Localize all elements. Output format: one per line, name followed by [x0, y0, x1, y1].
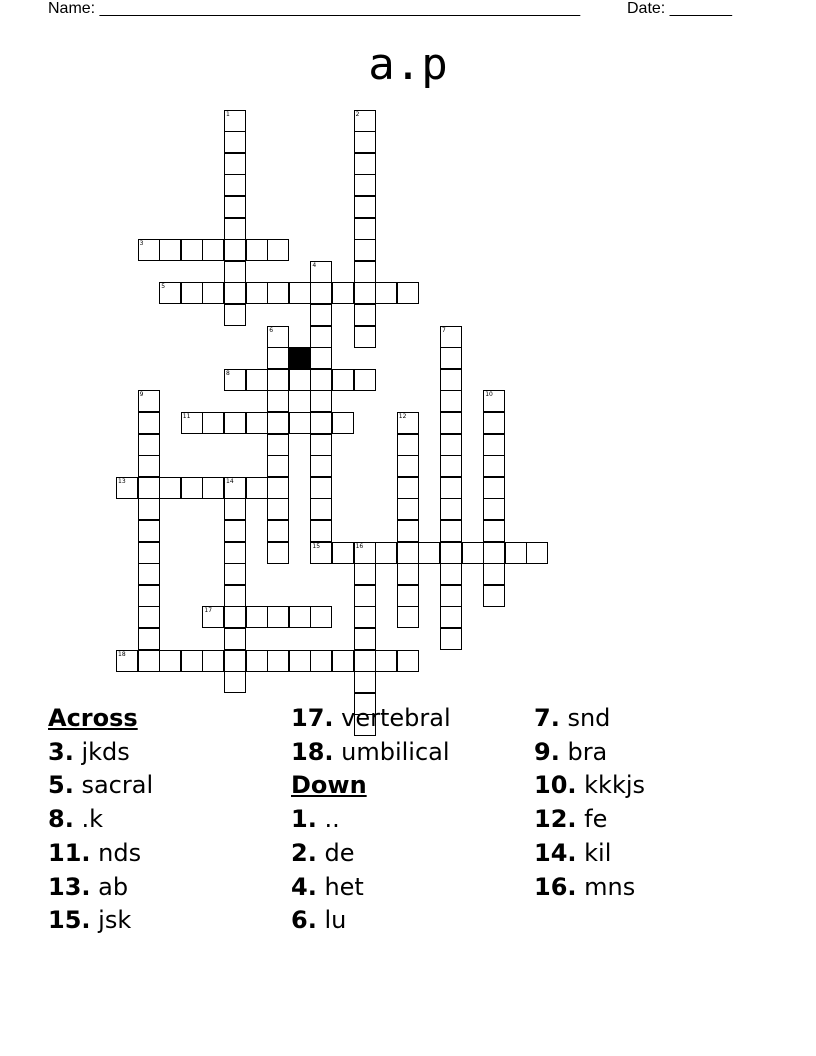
grid-cell[interactable]	[440, 347, 462, 369]
grid-cell[interactable]	[267, 455, 289, 477]
grid-cell[interactable]	[332, 650, 354, 672]
clue-number: 9.	[534, 737, 560, 766]
grid-cell[interactable]	[267, 477, 289, 499]
clue-column-2	[291, 702, 451, 938]
grid-cell[interactable]	[440, 390, 462, 412]
grid-cell[interactable]	[397, 650, 419, 672]
grid-cell[interactable]	[332, 542, 354, 564]
grid-cell[interactable]	[138, 585, 160, 607]
clue-number-label: 18	[118, 650, 126, 658]
grid-cell[interactable]	[224, 542, 246, 564]
grid-cell[interactable]	[289, 650, 311, 672]
grid-cell[interactable]	[354, 218, 376, 240]
grid-cell[interactable]	[483, 455, 505, 477]
grid-cell[interactable]	[483, 542, 505, 564]
clue-number: 12.	[534, 805, 577, 834]
clue-text: fe	[576, 805, 608, 834]
grid-cell[interactable]	[138, 239, 160, 261]
grid-cell[interactable]	[332, 282, 354, 304]
clue-text: het	[316, 872, 364, 901]
grid-cell[interactable]	[354, 585, 376, 607]
clue-number: 15.	[48, 906, 91, 935]
grid-cell[interactable]	[138, 650, 160, 672]
clue-text: umbilical	[333, 737, 450, 766]
grid-cell[interactable]	[354, 110, 376, 132]
grid-cell[interactable]	[116, 477, 138, 499]
grid-cell[interactable]	[483, 585, 505, 607]
grid-cell[interactable]	[310, 650, 332, 672]
grid-cell[interactable]	[202, 239, 224, 261]
grid-cell[interactable]	[202, 606, 224, 628]
grid-cell[interactable]	[267, 498, 289, 520]
clue-number-label: 10	[485, 391, 493, 399]
grid-cell[interactable]	[310, 390, 332, 412]
grid-cell[interactable]	[138, 477, 160, 499]
grid-cell[interactable]	[310, 606, 332, 628]
grid-cell[interactable]	[224, 218, 246, 240]
grid-cell[interactable]	[202, 477, 224, 499]
grid-cell[interactable]	[354, 196, 376, 218]
grid-cell[interactable]	[224, 369, 246, 391]
grid-cell[interactable]	[483, 477, 505, 499]
clue-number-label: 11	[182, 413, 191, 420]
grid-cell[interactable]	[354, 563, 376, 585]
grid-cell[interactable]	[224, 498, 246, 520]
clue-heading-across: Across	[48, 704, 138, 732]
grid-cell[interactable]	[462, 542, 484, 564]
clue-number: 11.	[48, 838, 91, 867]
grid-cell[interactable]	[354, 606, 376, 628]
clue-number-label: 13	[118, 477, 126, 485]
clue-number: 4.	[291, 872, 317, 901]
grid-cell[interactable]	[224, 650, 246, 672]
grid-cell[interactable]	[181, 239, 203, 261]
grid-cell[interactable]	[354, 131, 376, 153]
clue-item	[291, 702, 451, 736]
grid-cell[interactable]	[267, 542, 289, 564]
clue-number-label: 2	[355, 110, 360, 118]
grid-cell[interactable]	[526, 542, 548, 564]
grid-cell[interactable]	[397, 498, 419, 520]
grid-cell[interactable]	[246, 412, 268, 434]
grid-cell[interactable]	[138, 628, 160, 650]
grid-cell[interactable]	[267, 282, 289, 304]
grid-cell[interactable]	[224, 261, 246, 283]
clue-text: jsk	[90, 906, 132, 935]
clue-heading-down: Down	[291, 771, 367, 800]
clue-number: 5.	[48, 771, 74, 800]
clue-number: 8.	[48, 805, 74, 834]
clue-item	[291, 837, 451, 871]
grid-cell[interactable]	[397, 455, 419, 477]
grid-cell[interactable]	[310, 261, 332, 283]
clue-number-label: 9	[139, 391, 144, 399]
grid-cell[interactable]	[267, 412, 289, 434]
clue-number-label: 1	[226, 110, 230, 118]
grid-cell[interactable]	[224, 563, 246, 585]
clue-number: 18.	[291, 737, 334, 766]
grid-cell[interactable]	[138, 606, 160, 628]
clue-item	[291, 736, 451, 770]
clue-text: kkkjs	[576, 771, 646, 800]
grid-cell[interactable]	[246, 282, 268, 304]
clue-item	[48, 837, 153, 871]
grid-cell[interactable]	[138, 390, 160, 412]
grid-cell[interactable]	[267, 650, 289, 672]
clue-item	[291, 904, 451, 938]
grid-cell[interactable]	[116, 650, 138, 672]
clue-item	[534, 736, 645, 770]
grid-cell[interactable]	[138, 520, 160, 542]
clue-text: snd	[559, 704, 611, 732]
grid-cell[interactable]	[181, 412, 203, 434]
grid-cell[interactable]	[440, 412, 462, 434]
clue-number-label: 15	[312, 542, 321, 550]
clue-item	[48, 904, 153, 938]
clue-number: 3.	[48, 737, 74, 766]
grid-cell[interactable]	[267, 520, 289, 542]
grid-cell[interactable]	[397, 282, 419, 304]
grid-cell[interactable]	[354, 261, 376, 283]
grid-cell[interactable]	[354, 650, 376, 672]
grid-cell[interactable]	[224, 196, 246, 218]
grid-cell[interactable]	[224, 304, 246, 326]
grid-cell[interactable]	[202, 282, 224, 304]
grid-cell[interactable]	[440, 520, 462, 542]
clue-item	[534, 769, 645, 803]
grid-cell[interactable]	[483, 563, 505, 585]
grid-cell[interactable]	[289, 412, 311, 434]
clue-item	[534, 702, 645, 736]
grid-cell[interactable]	[440, 542, 462, 564]
grid-cell[interactable]	[246, 239, 268, 261]
clue-text: de	[316, 838, 355, 867]
clue-number-label: 14	[226, 477, 234, 485]
grid-cell[interactable]	[483, 412, 505, 434]
clue-number-label: 7	[442, 326, 446, 334]
grid-cell[interactable]	[310, 282, 332, 304]
grid-cell[interactable]	[354, 628, 376, 650]
grid-cell[interactable]	[246, 369, 268, 391]
grid-cell[interactable]	[224, 520, 246, 542]
grid-cell[interactable]	[310, 455, 332, 477]
clue-number: 7.	[534, 704, 560, 732]
clue-text: ab	[90, 872, 129, 901]
clue-item	[534, 871, 645, 905]
grid-cell[interactable]	[246, 606, 268, 628]
grid-cell[interactable]	[224, 628, 246, 650]
grid-cell[interactable]	[310, 498, 332, 520]
grid-cell[interactable]	[224, 477, 246, 499]
grid-cell[interactable]	[397, 520, 419, 542]
clue-column-3	[534, 702, 645, 904]
clue-number: 6.	[291, 906, 317, 935]
grid-cell[interactable]	[202, 412, 224, 434]
grid-cell[interactable]	[440, 434, 462, 456]
grid-cell[interactable]	[310, 520, 332, 542]
clue-number: 16.	[534, 872, 577, 901]
grid-cell[interactable]	[397, 563, 419, 585]
grid-cell[interactable]	[159, 477, 181, 499]
grid-cell[interactable]	[289, 606, 311, 628]
date-field-label[interactable]: Date: _______	[627, 0, 732, 17]
grid-cell[interactable]	[246, 650, 268, 672]
grid-cell[interactable]	[159, 282, 181, 304]
grid-cell[interactable]	[224, 412, 246, 434]
clue-item	[48, 803, 153, 837]
grid-cell[interactable]	[224, 585, 246, 607]
grid-cell[interactable]	[224, 131, 246, 153]
clue-number: 13.	[48, 872, 91, 901]
grid-cell[interactable]	[159, 650, 181, 672]
grid-cell[interactable]	[483, 434, 505, 456]
clue-number: 2.	[291, 838, 317, 867]
grid-cell[interactable]	[332, 412, 354, 434]
grid-cell[interactable]	[375, 650, 397, 672]
name-field-label[interactable]: Name: ______________________________________________________	[48, 0, 581, 17]
grid-cell[interactable]	[354, 671, 376, 693]
clue-text: vertebral	[333, 704, 451, 732]
clue-number: 1.	[291, 805, 317, 834]
clue-item	[291, 871, 451, 905]
grid-cell[interactable]	[310, 369, 332, 391]
grid-cell[interactable]	[224, 239, 246, 261]
grid-cell[interactable]	[440, 455, 462, 477]
grid-cell[interactable]	[354, 239, 376, 261]
grid-cell[interactable]	[246, 477, 268, 499]
grid-cell[interactable]	[159, 239, 181, 261]
grid-cell[interactable]	[267, 239, 289, 261]
clue-number: 10.	[534, 771, 577, 800]
grid-block	[289, 347, 311, 369]
grid-cell[interactable]	[397, 542, 419, 564]
clue-number-label: 4	[312, 261, 317, 269]
grid-cell[interactable]	[310, 347, 332, 369]
grid-cell[interactable]	[138, 455, 160, 477]
grid-cell[interactable]	[138, 412, 160, 434]
grid-cell[interactable]	[267, 390, 289, 412]
grid-cell[interactable]	[138, 563, 160, 585]
clue-text: lu	[316, 906, 347, 935]
clue-number-label: 12	[398, 413, 407, 420]
grid-cell[interactable]	[310, 412, 332, 434]
grid-cell[interactable]	[440, 498, 462, 520]
clue-text: sacral	[73, 771, 154, 800]
grid-cell[interactable]	[397, 606, 419, 628]
grid-cell[interactable]	[267, 347, 289, 369]
grid-cell[interactable]	[267, 326, 289, 348]
clue-text: kil	[576, 838, 612, 867]
grid-cell[interactable]	[354, 282, 376, 304]
clue-item	[534, 803, 645, 837]
grid-cell[interactable]	[440, 326, 462, 348]
grid-cell[interactable]	[310, 304, 332, 326]
grid-cell[interactable]	[310, 434, 332, 456]
clue-text: nds	[90, 838, 142, 867]
page-title: a.p	[368, 39, 448, 90]
grid-cell[interactable]	[224, 671, 246, 693]
grid-cell[interactable]	[375, 282, 397, 304]
grid-cell[interactable]	[440, 563, 462, 585]
grid-cell[interactable]	[397, 477, 419, 499]
grid-cell[interactable]	[397, 434, 419, 456]
clue-item	[48, 736, 153, 770]
clue-text: bra	[559, 737, 608, 766]
grid-cell[interactable]	[354, 174, 376, 196]
clue-item	[48, 871, 153, 905]
grid-cell[interactable]	[224, 153, 246, 175]
grid-cell[interactable]	[267, 606, 289, 628]
grid-cell[interactable]	[224, 110, 246, 132]
grid-cell[interactable]	[440, 585, 462, 607]
grid-cell[interactable]	[397, 585, 419, 607]
grid-cell[interactable]	[138, 542, 160, 564]
grid-cell[interactable]	[310, 542, 332, 564]
grid-cell[interactable]	[181, 477, 203, 499]
grid-cell[interactable]	[483, 390, 505, 412]
grid-cell[interactable]	[354, 304, 376, 326]
grid-cell[interactable]	[138, 498, 160, 520]
clue-text: jkds	[73, 737, 130, 766]
grid-cell[interactable]	[181, 650, 203, 672]
clue-column-1	[48, 702, 153, 938]
grid-cell[interactable]	[418, 542, 440, 564]
clue-number-label: 5	[161, 283, 166, 291]
grid-cell[interactable]	[138, 434, 160, 456]
grid-cell[interactable]	[267, 369, 289, 391]
grid-cell[interactable]	[310, 477, 332, 499]
grid-cell[interactable]	[440, 477, 462, 499]
grid-cell[interactable]	[181, 282, 203, 304]
grid-cell[interactable]	[375, 542, 397, 564]
clue-item	[48, 769, 153, 803]
grid-cell[interactable]	[202, 650, 224, 672]
grid-cell[interactable]	[289, 369, 311, 391]
clue-item	[534, 837, 645, 871]
grid-cell[interactable]	[354, 369, 376, 391]
clue-item	[291, 803, 451, 837]
grid-cell[interactable]	[483, 498, 505, 520]
clue-number: 17.	[291, 704, 334, 732]
grid-cell[interactable]	[483, 520, 505, 542]
clue-number-label: 16	[355, 542, 364, 550]
grid-cell[interactable]	[354, 326, 376, 348]
grid-cell[interactable]	[224, 174, 246, 196]
clue-number-label: 3	[139, 240, 144, 248]
clue-number-label: 6	[269, 326, 274, 334]
grid-cell[interactable]	[224, 282, 246, 304]
grid-cell[interactable]	[440, 369, 462, 391]
clue-text: mns	[576, 872, 636, 901]
grid-cell[interactable]	[332, 369, 354, 391]
clue-text: ..	[316, 805, 340, 834]
grid-cell[interactable]	[289, 282, 311, 304]
grid-cell[interactable]	[505, 542, 527, 564]
clue-number-label: 8	[226, 369, 230, 377]
clue-number-label: 17	[204, 607, 213, 615]
clue-number: 14.	[534, 838, 577, 867]
grid-cell[interactable]	[354, 542, 376, 564]
grid-cell[interactable]	[310, 326, 332, 348]
grid-cell[interactable]	[224, 606, 246, 628]
grid-cell[interactable]	[267, 434, 289, 456]
grid-cell[interactable]	[440, 628, 462, 650]
grid-cell[interactable]	[354, 153, 376, 175]
grid-cell[interactable]	[440, 606, 462, 628]
clue-text: .k	[73, 805, 103, 834]
grid-cell[interactable]	[397, 412, 419, 434]
